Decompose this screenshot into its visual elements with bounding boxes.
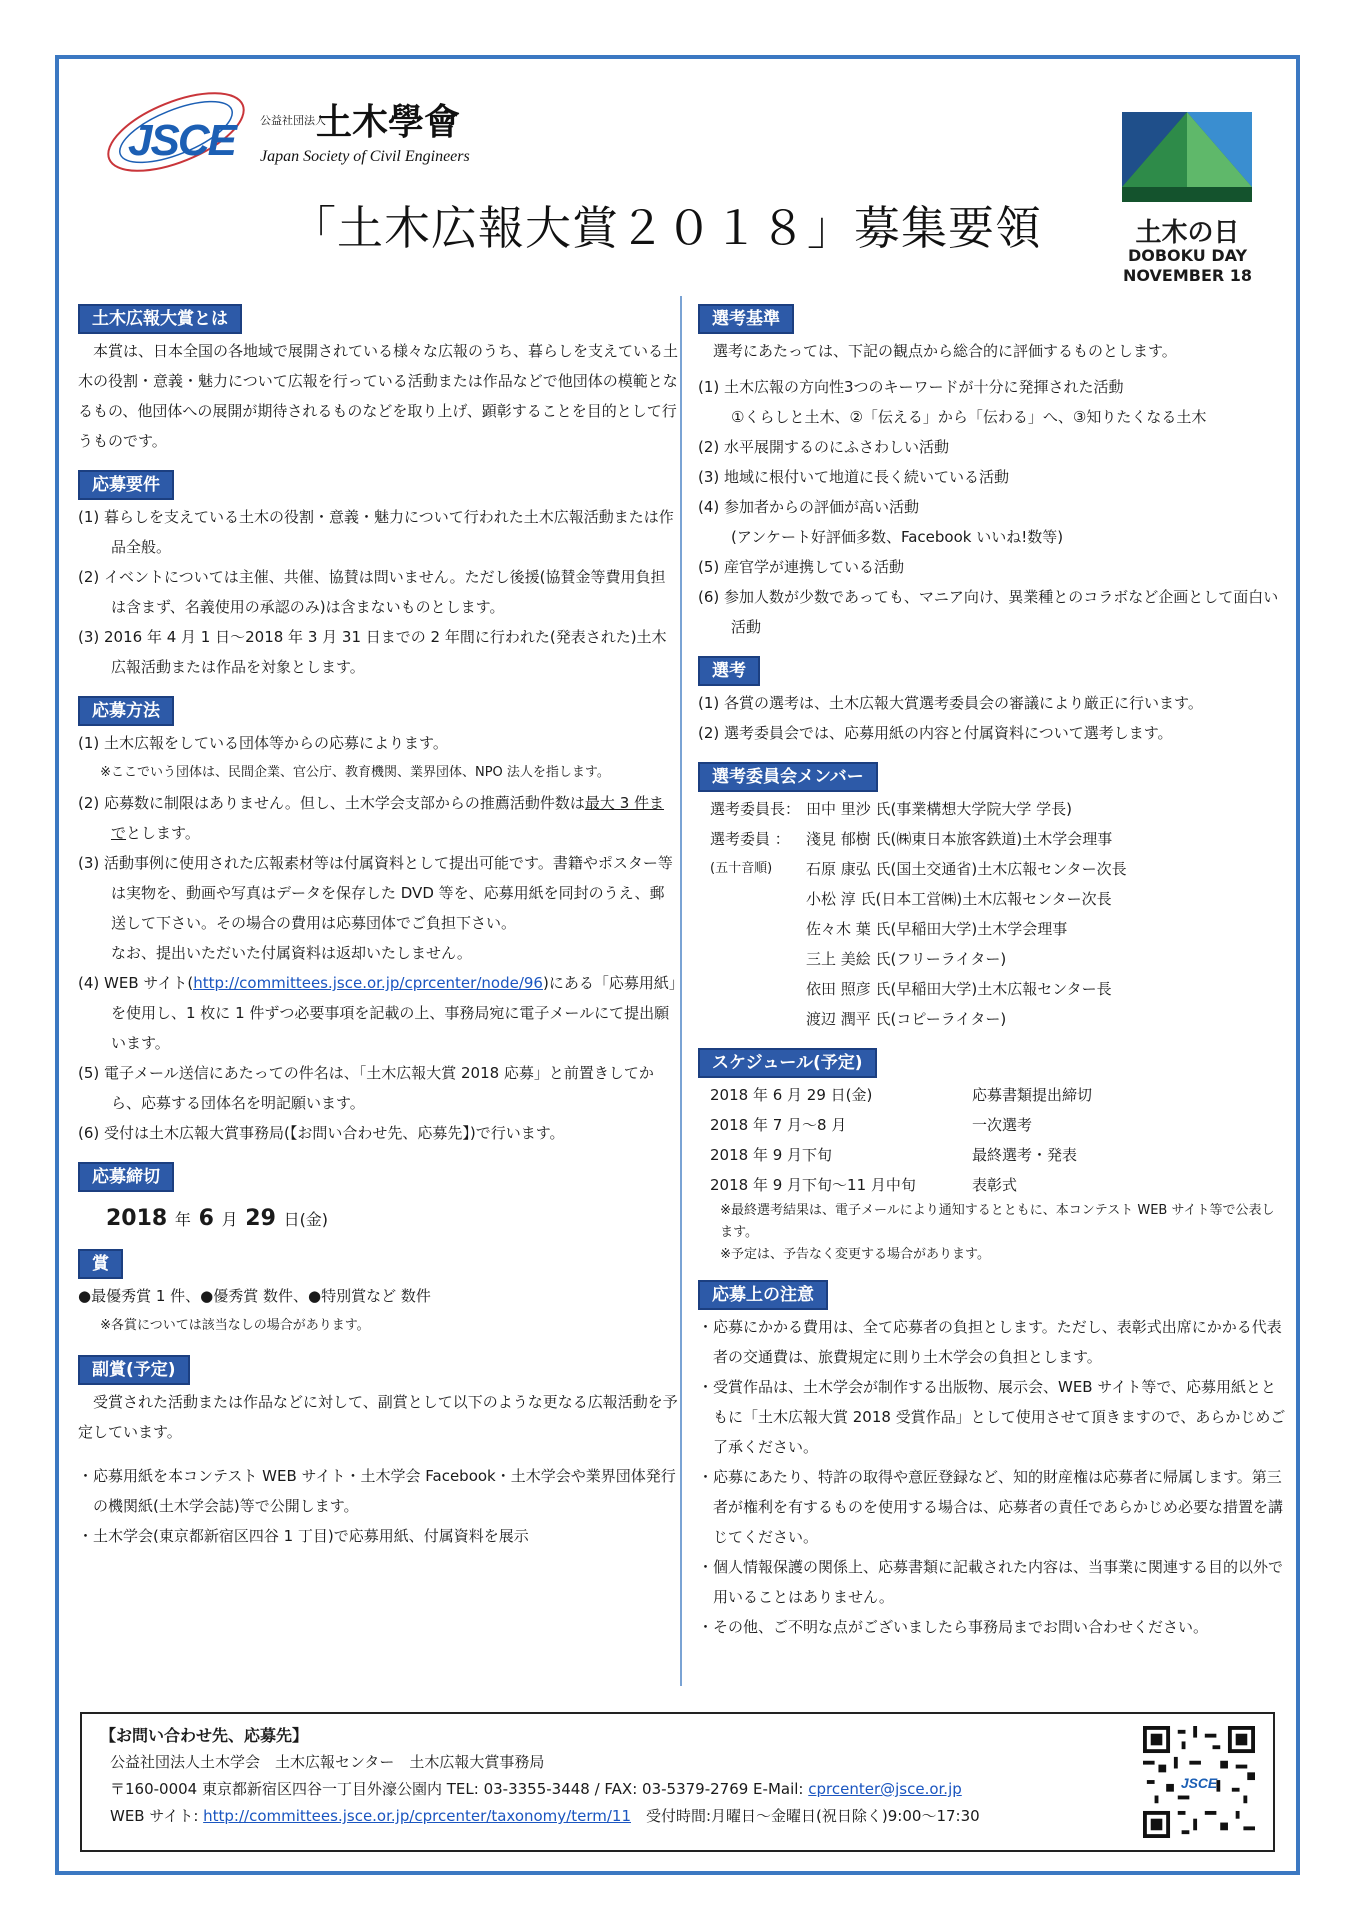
contact-org: 公益社団法人土木学会 土木広報センター 土木広報大賞事務局: [110, 1753, 545, 1771]
mountain-icon: [1122, 112, 1252, 202]
member-name: 依田 照彦 氏(早稲田大学)土木広報センター長: [806, 980, 1112, 998]
jsce-logo-text: JSCE: [128, 116, 235, 165]
note-text: ※各賞については該当なしの場合があります。: [100, 1318, 370, 1333]
section-heading: 選考: [698, 656, 760, 686]
deadline-year: 2018: [106, 1206, 168, 1231]
page-title: 「土木広報大賞２０１８」募集要領: [290, 201, 1042, 255]
office-hours: 受付時間:月曜日～金曜日(祝日除く)9:00～17:30: [631, 1807, 980, 1825]
list-item-note: ①くらしと土木、②「伝える」から「伝わる」へ、③知りたくなる土木: [731, 408, 1207, 426]
section-heading: 応募方法: [78, 696, 174, 726]
qr-code-icon[interactable]: [1143, 1726, 1255, 1838]
table-row: [698, 794, 1286, 824]
schedule-date: 2018 年 9 月下旬: [710, 1146, 833, 1164]
deadline-month: 6: [198, 1206, 214, 1231]
section-heading: 選考基準: [698, 304, 794, 334]
section-heading: 応募要件: [78, 470, 174, 500]
deadline-day: 29: [245, 1206, 276, 1231]
member-name: 渡辺 潤平 氏(コピーライター): [806, 1010, 1007, 1028]
application-form-link[interactable]: http://committees.jsce.or.jp/cprcenter/node/96: [193, 974, 543, 992]
schedule-date: 2018 年 9 月下旬～11 月中旬: [710, 1176, 916, 1194]
section-selection: [698, 656, 1286, 748]
org-name: 土木學會: [316, 101, 461, 143]
table-row: [698, 1140, 1286, 1170]
section-heading: 応募締切: [78, 1162, 174, 1192]
list-item: (2) イベントについては主催、共催、協賛は問いません。ただし後援(協賛金等費用負担は含まず、名義使用の承認のみ)は含まないものとします。: [78, 568, 666, 616]
date-unit: 年: [174, 1210, 191, 1229]
section-cautions: [698, 1280, 1286, 1642]
date-unit: 日(金): [283, 1210, 329, 1229]
extra-body: 受賞された活動または作品などに対して、副賞として以下のような更なる広報活動を予定しています。: [78, 1393, 678, 1441]
section-heading: 選考委員会メンバー: [698, 762, 878, 792]
list-item: (1) 各賞の選考は、土木広報大賞選考委員会の審議により厳正に行います。: [698, 694, 1203, 712]
schedule-date: 2018 年 7 月～8 月: [710, 1116, 847, 1134]
schedule-event: 応募書類提出締切: [972, 1086, 1093, 1104]
list-item: (2) 水平展開するのにふさわしい活動: [698, 438, 950, 456]
table-row: [698, 944, 1286, 974]
section-heading: 土木広報大賞とは: [78, 304, 242, 334]
member-name: 小松 淳 氏(日本工営㈱)土木広報センター次長: [806, 890, 1112, 908]
table-row: [698, 914, 1286, 944]
doboku-day-en: DOBOKU DAY: [1127, 246, 1248, 265]
table-row: [698, 974, 1286, 1004]
order-note: (五十音順): [710, 861, 773, 876]
section-requirements: [78, 470, 678, 682]
qr-label: JSCE: [1180, 1774, 1218, 1791]
contact-heading: 【お問い合わせ先、応募先】: [100, 1726, 309, 1745]
website-link[interactable]: http://committees.jsce.or.jp/cprcenter/taxonomy/term/11: [203, 1807, 631, 1825]
section-heading: 応募上の注意: [698, 1280, 828, 1310]
item-text: (2) 応募数に制限はありません。但し、土木学会支部からの推薦活動件数は: [78, 794, 585, 812]
section-heading: スケジュール(予定): [698, 1048, 877, 1078]
list-item: (3) 2016 年 4 月 1 日～2018 年 3 月 31 日までの 2 年間に行われた(発表された)土木広報活動または作品を対象とします。: [78, 628, 667, 676]
criteria-intro: 選考にあたっては、下記の観点から総合的に評価するものとします。: [713, 342, 1177, 360]
doboku-day-jp: 土木の日: [1135, 218, 1240, 248]
section-about: [78, 304, 678, 456]
list-item: ・その他、ご不明な点がございましたら事務局までお問い合わせください。: [698, 1618, 1209, 1636]
list-item: (5) 電子メール送信にあたっての件名は、「土木広報大賞 2018 応募」と前置きしてから、応募する団体名を明記願います。: [78, 1064, 654, 1112]
list-item: (5) 産官学が連携している活動: [698, 558, 905, 576]
address-text: 〒160-0004 東京都新宿区四谷一丁目外濠公園内 TEL: 03-3355-3448 / FAX: 03-5379-2769 E-Mail:: [110, 1780, 809, 1798]
table-row: [698, 884, 1286, 914]
section-method: [78, 696, 678, 1148]
list-item: (1) 暮らしを支えている土木の役割・意義・魅力について行われた土木広報活動または作品全般。: [78, 508, 674, 556]
list-item: ・応募用紙を本コンテスト WEB サイト・土木学会 Facebook・土木学会や業界団体発行の機関紙(土木学会誌)等で公開します。: [78, 1467, 676, 1515]
list-item-note: (アンケート好評価多数、Facebook いいね!数等): [731, 528, 1064, 546]
list-item-note: なお、提出いただいた付属資料は返却いたしません。: [111, 944, 472, 962]
schedule-event: 表彰式: [972, 1176, 1018, 1194]
awards-line: ●最優秀賞 1 件、●優秀賞 数件、●特別賞など 数件: [78, 1287, 431, 1305]
table-row: [698, 1170, 1286, 1200]
doboku-day-date: NOVEMBER 18: [1122, 266, 1253, 285]
list-item: (3) 活動事例に使用された広報素材等は付属資料として提出可能です。書籍やポスター等は実物を、動画や写真はデータを保存した DVD 等を、応募用紙を同封のうえ、郵送して下さい。その場合の費用は応募団体でご負担下さい。: [78, 854, 673, 932]
note-text: ※ここでいう団体は、民間企業、官公庁、教育機関、業界団体、NPO 法人を指します。: [100, 765, 610, 780]
underlined-text: 最大 3 件まで: [111, 794, 665, 842]
deadline-date: [78, 1204, 678, 1235]
section-deadline: [78, 1162, 678, 1235]
member-name: 三上 美絵 氏(フリーライター): [806, 950, 1007, 968]
contact-web: [100, 1803, 1255, 1830]
table-row: [698, 1004, 1286, 1034]
org-prefix: 公益社団法人: [260, 114, 326, 127]
section-criteria: [698, 304, 1286, 642]
section-heading: 副賞(予定): [78, 1355, 190, 1385]
list-item: ・個人情報保護の関係上、応募書類に記載された内容は、当事業に関連する目的以外で用いることはありません。: [698, 1558, 1284, 1606]
left-column: [78, 304, 678, 1565]
member-name: 石原 康弘 氏(国土交通省)土木広報センター次長: [806, 860, 1127, 878]
note-text: ※最終選考結果は、電子メールにより通知するとともに、本コンテスト WEB サイト等で公表します。: [720, 1203, 1275, 1240]
org-english-name: Japan Society of Civil Engineers: [260, 148, 470, 165]
list-item: ・土木学会(東京都新宿区四谷 1 丁目)で応募用紙、付属資料を展示: [78, 1527, 529, 1545]
list-item: [78, 788, 678, 848]
list-item: (4) 参加者からの評価が高い活動: [698, 498, 920, 516]
list-item: [78, 968, 678, 1058]
jsce-logo-mark: [100, 80, 260, 180]
member-name: 佐々木 葉 氏(早稲田大学)土木学会理事: [806, 920, 1068, 938]
table-row: [698, 854, 1286, 884]
about-body: 本賞は、日本全国の各地域で展開されている様々な広報のうち、暮らしを支えている土木の役割・意義・魅力について広報を行っている活動または作品などで他団体の模範となるもの、他団体への展開が期待されるものなどを取り上げ、顕彰することを目的として行うものです。: [78, 342, 679, 450]
table-row: [698, 1110, 1286, 1140]
item-text: (4) WEB サイト(: [78, 974, 194, 992]
right-column: [698, 304, 1286, 1656]
list-item: ・受賞作品は、土木学会が制作する出版物、展示会、WEB サイト等で、応募用紙とともに「土木広報大賞 2018 受賞作品」として使用させて頂きますので、あらかじめご了承ください。: [698, 1378, 1286, 1456]
item-text: )にある「応募用紙」を使用し、1 枚に 1 件ずつ必要事項を記載の上、事務局宛に電子メールにて提出願います。: [111, 974, 677, 1052]
item-text: とします。: [126, 824, 200, 842]
section-extra-prize: [78, 1355, 678, 1551]
member-name: 田中 里沙 氏(事業構想大学院大学 学長): [806, 800, 1073, 818]
jsce-logo: [100, 72, 520, 182]
column-divider: [680, 296, 682, 1686]
date-unit: 月: [221, 1210, 238, 1229]
committee-table: [698, 794, 1286, 1034]
list-item: (1) 土木広報の方向性3つのキーワードが十分に発揮された活動: [698, 378, 1124, 396]
table-row: [698, 1080, 1286, 1110]
section-committee: [698, 762, 1286, 1034]
contact-address: [100, 1776, 1255, 1803]
table-row: [698, 824, 1286, 854]
schedule-event: 最終選考・発表: [972, 1146, 1078, 1164]
schedule-table: [698, 1080, 1286, 1200]
list-item: (1) 土木広報をしている団体等からの応募によります。: [78, 734, 448, 752]
doboku-day-logo: [1120, 112, 1255, 297]
note-text: ※予定は、予告なく変更する場合があります。: [720, 1247, 990, 1262]
web-label: WEB サイト:: [110, 1807, 204, 1825]
email-link[interactable]: cprcenter@jsce.or.jp: [808, 1780, 962, 1798]
list-item: (6) 受付は土木広報大賞事務局(【お問い合わせ先、応募先】)で行います。: [78, 1124, 565, 1142]
member-name: 淺見 郁樹 氏(㈱東日本旅客鉄道)土木学会理事: [806, 830, 1113, 848]
list-item: (2) 選考委員会では、応募用紙の内容と付属資料について選考します。: [698, 724, 1173, 742]
contact-box: [80, 1712, 1275, 1852]
schedule-date: 2018 年 6 月 29 日(金): [710, 1086, 873, 1104]
list-item: (6) 参加人数が少数であっても、マニア向け、異業種とのコラボなど企画として面白い活動: [698, 588, 1279, 636]
role-label: 選考委員 ：: [710, 830, 790, 848]
list-item: ・応募にかかる費用は、全て応募者の負担とします。ただし、表彰式出席にかかる代表者の交通費は、旅費規定に則り土木学会の負担とします。: [698, 1318, 1282, 1366]
schedule-event: 一次選考: [972, 1116, 1033, 1134]
list-item: (3) 地域に根付いて地道に長く続いている活動: [698, 468, 1010, 486]
role-label: 選考委員長：: [710, 800, 801, 818]
list-item: ・応募にあたり、特許の取得や意匠登録など、知的財産権は応募者に帰属します。第三者が権利を有するものを使用する場合は、応募者の責任であらかじめ必要な措置を講じてください。: [698, 1468, 1284, 1546]
section-awards: [78, 1249, 678, 1341]
section-schedule: [698, 1048, 1286, 1266]
section-heading: 賞: [78, 1249, 123, 1279]
